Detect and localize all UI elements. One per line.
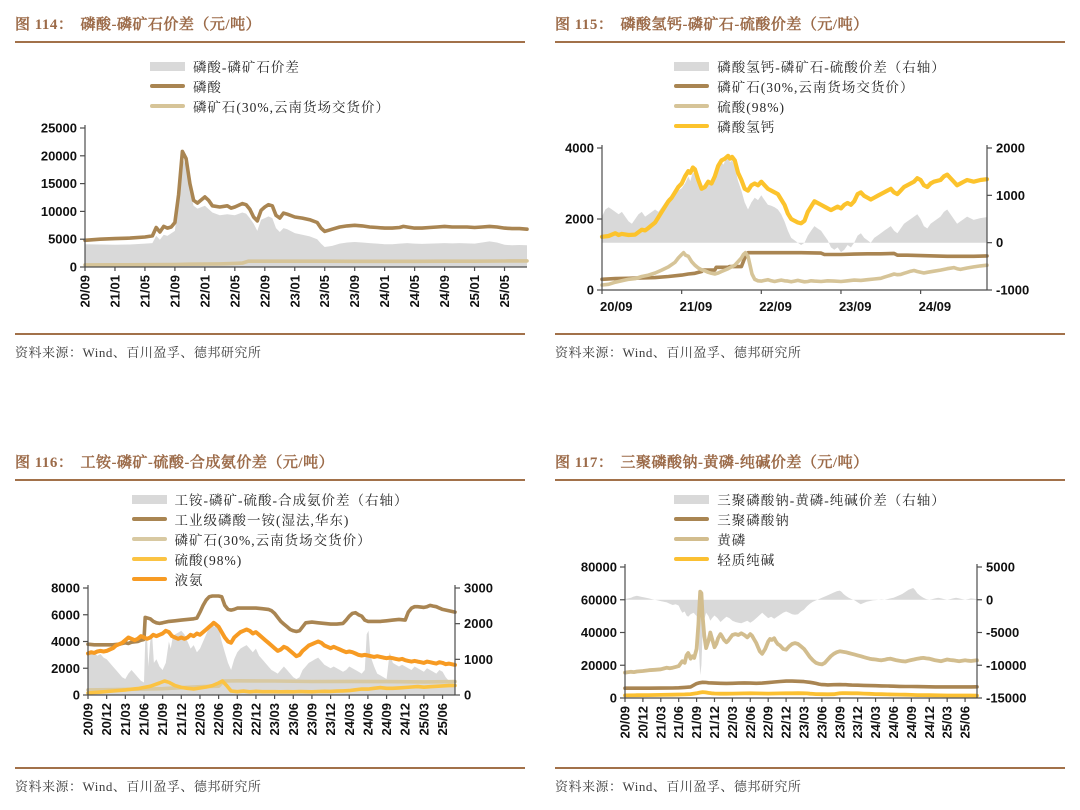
- source-text: 资料来源：Wind、百川盈孚、德邦研究所: [15, 345, 262, 360]
- chart-svg: [0, 112, 540, 327]
- legend-item: [674, 96, 946, 116]
- svg-text:21/06: 21/06: [671, 706, 687, 739]
- legend-label: 工业级磷酸一铵(湿法,华东): [174, 513, 350, 528]
- chart-legend: [674, 56, 946, 136]
- figure-title-text: 磷酸氢钙-磷矿石-硫酸价差（元/吨）: [620, 17, 869, 33]
- legend-item: [674, 529, 946, 549]
- legend-item: [132, 489, 409, 509]
- legend-item: [674, 549, 946, 569]
- svg-text:23/09: 23/09: [347, 275, 363, 308]
- svg-text:20/09: 20/09: [617, 706, 633, 739]
- svg-text:2000: 2000: [51, 660, 80, 676]
- svg-text:2000: 2000: [996, 140, 1025, 156]
- legend-line-swatch: [132, 557, 167, 562]
- svg-text:4000: 4000: [51, 634, 80, 649]
- legend-item: [674, 489, 946, 509]
- legend-label: 磷酸氢钙-磷矿石-硫酸价差（右轴）: [717, 60, 946, 75]
- svg-text:0: 0: [609, 690, 617, 706]
- svg-text:0: 0: [69, 259, 77, 275]
- chart-svg: [0, 575, 540, 775]
- legend-area-swatch: [674, 62, 709, 71]
- svg-text:22/09: 22/09: [760, 706, 776, 739]
- legend-label: 磷矿石(30%,云南货场交货价）: [174, 533, 372, 548]
- svg-text:20/09: 20/09: [80, 703, 96, 736]
- legend-label: 磷酸氢钙: [717, 120, 776, 135]
- chart-canvas-114: [0, 112, 540, 332]
- svg-text:0: 0: [586, 282, 594, 298]
- figure-title-text: 磷酸-磷矿石价差（元/吨）: [80, 17, 262, 33]
- svg-text:25/06: 25/06: [435, 703, 451, 736]
- legend-label: 黄磷: [717, 533, 747, 548]
- svg-text:24/12: 24/12: [397, 703, 413, 736]
- svg-text:22/03: 22/03: [724, 706, 740, 739]
- svg-text:21/03: 21/03: [117, 703, 133, 736]
- chart-svg: [540, 555, 1080, 770]
- svg-text:23/12: 23/12: [323, 703, 339, 736]
- svg-text:-10000: -10000: [986, 657, 1027, 673]
- chart-canvas-117: [540, 555, 1080, 775]
- figure-title-text: 三聚磷酸钠-黄磷-纯碱价差（元/吨）: [620, 455, 869, 471]
- svg-text:25000: 25000: [40, 120, 77, 136]
- legend-line-swatch: [674, 84, 709, 89]
- svg-text:20000: 20000: [580, 657, 617, 673]
- legend-line-swatch: [150, 84, 185, 89]
- figure-panel-116: [0, 405, 540, 810]
- legend-item: [674, 116, 946, 136]
- legend-item: [132, 529, 409, 549]
- svg-text:22/06: 22/06: [211, 703, 227, 736]
- legend-label: 硫酸(98%): [174, 553, 243, 568]
- figure-number: 图 117：: [555, 455, 614, 471]
- svg-text:22/05: 22/05: [227, 275, 243, 308]
- legend-item: [150, 76, 390, 96]
- svg-text:23/12: 23/12: [850, 706, 866, 739]
- svg-text:40000: 40000: [580, 625, 617, 640]
- svg-text:0: 0: [72, 687, 80, 703]
- svg-text:21/03: 21/03: [653, 706, 669, 739]
- svg-text:23/09: 23/09: [304, 703, 320, 736]
- svg-text:23/06: 23/06: [814, 706, 830, 739]
- figure-title: [15, 451, 525, 472]
- source-divider: [555, 767, 1065, 769]
- source-block: [555, 767, 1065, 795]
- svg-text:24/03: 24/03: [868, 706, 884, 739]
- svg-text:24/01: 24/01: [377, 275, 393, 308]
- svg-text:20/12: 20/12: [99, 703, 115, 736]
- svg-text:10000: 10000: [40, 203, 77, 219]
- chart-legend: [132, 489, 409, 589]
- svg-text:1000: 1000: [996, 187, 1025, 203]
- svg-text:22/09: 22/09: [257, 275, 273, 308]
- figure-title: [555, 451, 1065, 472]
- legend-item: [132, 509, 409, 529]
- legend-label: 轻质纯碱: [717, 553, 776, 568]
- svg-text:22/03: 22/03: [192, 703, 208, 736]
- legend-item: [150, 56, 390, 76]
- svg-text:21/12: 21/12: [706, 706, 722, 739]
- source-block: [15, 333, 525, 361]
- legend-line-swatch: [132, 577, 167, 582]
- svg-text:21/09: 21/09: [689, 706, 705, 739]
- svg-text:20/09: 20/09: [600, 299, 633, 314]
- legend-label: 磷酸: [192, 80, 222, 95]
- figure-panel-117: [540, 405, 1080, 810]
- source-block: [15, 767, 525, 795]
- source-text: 资料来源：Wind、百川盈孚、德邦研究所: [15, 779, 262, 794]
- legend-item: [132, 569, 409, 589]
- figure-panel-114: [0, 0, 540, 405]
- legend-line-swatch: [132, 537, 167, 542]
- svg-text:5000: 5000: [986, 559, 1015, 575]
- svg-text:22/09: 22/09: [229, 703, 245, 736]
- legend-label: 液氨: [174, 573, 204, 588]
- svg-text:24/06: 24/06: [360, 703, 376, 736]
- svg-text:8000: 8000: [51, 580, 80, 596]
- svg-text:-1000: -1000: [996, 282, 1030, 298]
- svg-text:20/12: 20/12: [635, 706, 651, 739]
- svg-text:23/01: 23/01: [287, 275, 303, 308]
- source-divider: [15, 333, 525, 335]
- title-divider: [15, 479, 525, 481]
- svg-text:24/09: 24/09: [918, 299, 952, 314]
- svg-text:-5000: -5000: [986, 625, 1020, 640]
- source-text: 资料来源：Wind、百川盈孚、德邦研究所: [555, 345, 802, 360]
- legend-label: 硫酸(98%): [717, 100, 785, 115]
- svg-text:6000: 6000: [51, 607, 80, 623]
- figure-panel-115: [540, 0, 1080, 405]
- figure-number: 图 114：: [15, 17, 74, 33]
- svg-text:22/12: 22/12: [778, 706, 794, 739]
- svg-text:24/05: 24/05: [407, 275, 423, 308]
- svg-text:23/09: 23/09: [838, 299, 872, 314]
- svg-text:22/09: 22/09: [759, 299, 792, 314]
- chart-canvas-116: [0, 575, 540, 780]
- svg-text:25/05: 25/05: [497, 274, 513, 308]
- chart-legend: [674, 489, 946, 569]
- svg-text:22/01: 22/01: [197, 275, 213, 308]
- figure-title: [555, 13, 1065, 34]
- legend-label: 磷酸-磷矿石价差: [192, 60, 300, 75]
- legend-label: 三聚磷酸钠: [717, 513, 790, 528]
- figure-title-text: 工铵-磷矿-硫酸-合成氨价差（元/吨）: [80, 455, 335, 471]
- svg-text:25/03: 25/03: [416, 703, 432, 736]
- legend-item: [674, 76, 946, 96]
- svg-text:5000: 5000: [48, 231, 77, 247]
- legend-label: 工铵-磷矿-硫酸-合成氨价差（右轴）: [174, 493, 409, 508]
- svg-text:20000: 20000: [40, 148, 77, 164]
- svg-text:21/09: 21/09: [167, 275, 183, 308]
- svg-text:23/03: 23/03: [267, 703, 283, 736]
- legend-item: [150, 96, 390, 116]
- svg-text:2000: 2000: [464, 616, 493, 632]
- svg-text:80000: 80000: [580, 559, 617, 575]
- legend-item: [674, 509, 946, 529]
- title-divider: [555, 41, 1065, 43]
- svg-text:21/09: 21/09: [155, 703, 171, 736]
- svg-text:20/09: 20/09: [77, 275, 93, 308]
- svg-text:24/09: 24/09: [903, 706, 919, 739]
- legend-area-swatch: [150, 62, 185, 71]
- svg-text:23/03: 23/03: [796, 706, 812, 739]
- svg-text:25/03: 25/03: [939, 706, 955, 739]
- svg-text:25/01: 25/01: [467, 275, 483, 308]
- legend-area-swatch: [132, 495, 167, 504]
- svg-text:25/06: 25/06: [957, 706, 973, 739]
- figure-number: 图 115：: [555, 17, 614, 33]
- chart-canvas-115: [540, 132, 1080, 332]
- svg-text:23/05: 23/05: [317, 275, 333, 308]
- svg-text:23/06: 23/06: [285, 703, 301, 736]
- svg-text:21/09: 21/09: [679, 299, 713, 314]
- svg-text:-15000: -15000: [986, 690, 1027, 706]
- legend-line-swatch: [674, 124, 709, 129]
- svg-text:21/12: 21/12: [173, 703, 189, 736]
- svg-text:0: 0: [464, 687, 472, 703]
- legend-line-swatch: [674, 104, 709, 109]
- chart-svg: [540, 132, 1080, 327]
- legend-line-swatch: [132, 517, 167, 522]
- legend-line-swatch: [674, 517, 709, 522]
- svg-text:24/12: 24/12: [921, 706, 937, 739]
- legend-area-swatch: [674, 495, 709, 504]
- svg-text:23/09: 23/09: [832, 706, 848, 739]
- svg-text:0: 0: [986, 592, 994, 608]
- title-divider: [555, 479, 1065, 481]
- svg-text:24/09: 24/09: [379, 703, 395, 736]
- source-divider: [555, 333, 1065, 335]
- figure-number: 图 116：: [15, 455, 74, 471]
- legend-line-swatch: [150, 104, 185, 109]
- legend-label: 三聚磷酸钠-黄磷-纯碱价差（右轴）: [717, 493, 946, 508]
- title-divider: [15, 41, 525, 43]
- legend-label: 磷矿石(30%,云南货场交货价）: [192, 100, 391, 115]
- svg-text:1000: 1000: [464, 651, 493, 667]
- figure-title: [15, 13, 525, 34]
- svg-text:24/03: 24/03: [341, 703, 357, 736]
- svg-text:21/05: 21/05: [137, 275, 153, 308]
- legend-item: [132, 549, 409, 569]
- chart-legend: [150, 56, 390, 116]
- source-block: [555, 333, 1065, 361]
- svg-text:21/01: 21/01: [107, 275, 123, 308]
- svg-text:24/09: 24/09: [437, 275, 453, 308]
- legend-line-swatch: [674, 557, 709, 562]
- source-text: 资料来源：Wind、百川盈孚、德邦研究所: [555, 779, 802, 794]
- svg-text:2000: 2000: [565, 211, 594, 227]
- svg-text:24/06: 24/06: [885, 706, 901, 739]
- svg-text:21/06: 21/06: [136, 703, 152, 736]
- svg-text:15000: 15000: [40, 176, 77, 192]
- legend-line-swatch: [674, 537, 709, 542]
- svg-text:0: 0: [996, 235, 1004, 251]
- svg-text:3000: 3000: [464, 580, 493, 596]
- legend-item: [674, 56, 946, 76]
- svg-text:4000: 4000: [565, 140, 594, 156]
- legend-label: 磷矿石(30%,云南货场交货价）: [717, 80, 915, 95]
- svg-text:22/06: 22/06: [742, 706, 758, 739]
- source-divider: [15, 767, 525, 769]
- svg-text:60000: 60000: [580, 592, 617, 608]
- svg-text:22/12: 22/12: [248, 703, 264, 736]
